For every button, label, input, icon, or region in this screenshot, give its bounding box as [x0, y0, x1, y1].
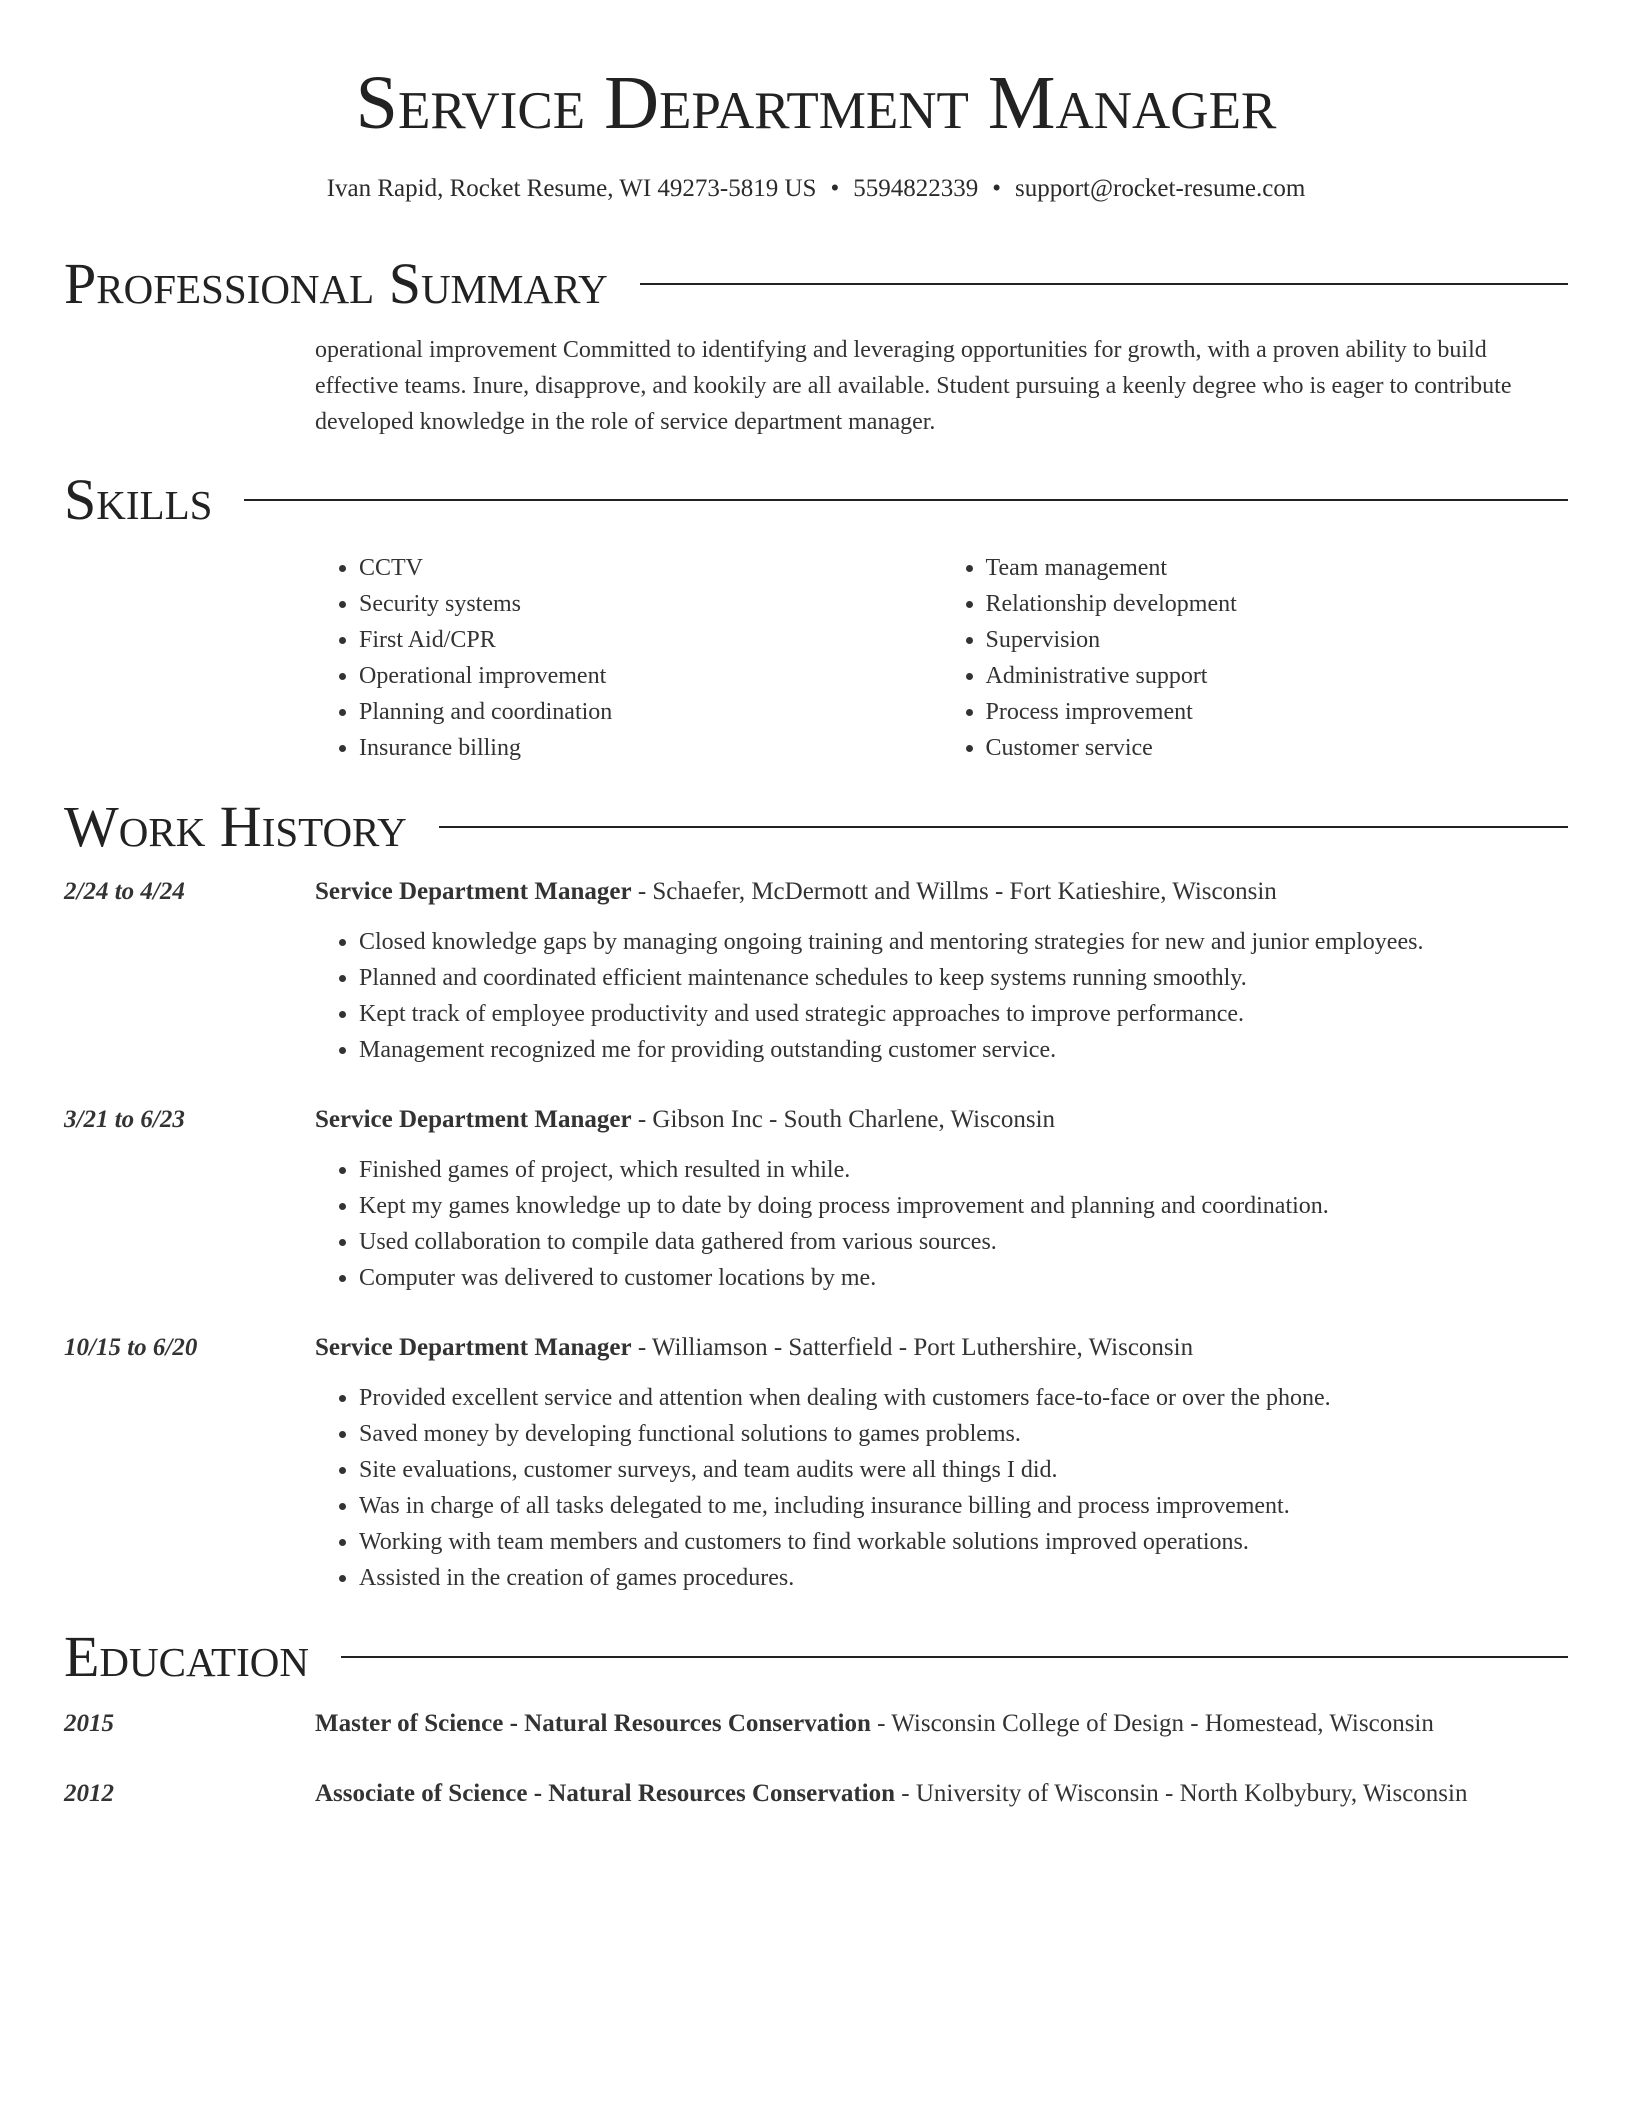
job-employer: - Schaefer, McDermott and Willms - Fort Katieshire, Wisconsin [631, 878, 1277, 905]
job-bullets [315, 1380, 1331, 1596]
job-title: Service Department Manager [315, 1106, 632, 1133]
education-year: 2012 [64, 1780, 114, 1807]
job-dates: 2/24 to 4/24 [64, 878, 185, 905]
skill-item: • Process improvement [986, 694, 1569, 730]
resume-title: Service Department Manager [355, 61, 1277, 145]
job-dates: 10/15 to 6/20 [64, 1334, 198, 1361]
skills-column-right [942, 550, 1569, 766]
skill-item: • Relationship development [986, 586, 1569, 622]
skill-item: • CCTV [359, 550, 942, 586]
education-entry [64, 1706, 1568, 1742]
job-bullets [315, 924, 1423, 1068]
job-bullet: • Assisted in the creation of games procedures. [359, 1560, 1331, 1596]
job-bullet: • Kept track of employee productivity and used strategic approaches to improve performance. [359, 996, 1423, 1032]
contact-separator: • [992, 175, 1001, 202]
job-bullet: • Working with team members and customers to find workable solutions improved operations. [359, 1524, 1331, 1560]
skill-item: • Security systems [359, 586, 942, 622]
education-school: - University of Wisconsin - North Kolbybury, Wisconsin [895, 1780, 1468, 1807]
job-bullet: • Computer was delivered to customer locations by me. [359, 1260, 1329, 1296]
education-school: - Wisconsin College of Design - Homestead, Wisconsin [870, 1710, 1434, 1737]
contact-phone: 5594822339 [853, 175, 979, 202]
job-bullet: • Kept my games knowledge up to date by doing process improvement and planning and coordination. [359, 1188, 1329, 1224]
skill-item: • Supervision [986, 622, 1569, 658]
skill-item: • Administrative support [986, 658, 1569, 694]
skills-heading: Skills [64, 467, 213, 532]
summary-text: operational improvement Committed to identifying and leveraging opportunities for growth, with a proven ability to build effective teams. Inure, disapprove, and kookily are all available. Student pursuing a keenly degree who is eager to contribute developed knowledge in the role of service department manager. [315, 337, 1512, 435]
job-title-line [315, 1102, 1329, 1138]
education-heading: Education [64, 1624, 309, 1689]
job-bullet: • Finished games of project, which resulted in while. [359, 1152, 1329, 1188]
education-line [315, 1776, 1467, 1812]
skill-item: • Insurance billing [359, 730, 942, 766]
skills-column-left [315, 550, 942, 766]
job-entry [64, 874, 1568, 1068]
job-details [315, 1102, 1329, 1296]
contact-email: support@rocket-resume.com [1014, 175, 1306, 202]
education-line [315, 1706, 1434, 1742]
job-bullet: • Closed knowledge gaps by managing ongoing training and mentoring strategies for new and junior employees. [359, 924, 1423, 960]
job-bullet: • Saved money by developing functional solutions to games problems. [359, 1416, 1331, 1452]
job-employer: - Gibson Inc - South Charlene, Wisconsin [631, 1106, 1056, 1133]
job-dates: 3/21 to 6/23 [64, 1106, 185, 1133]
job-bullet: • Planned and coordinated efficient maintenance schedules to keep systems running smoothly. [359, 960, 1423, 996]
section-divider [341, 1656, 1568, 1658]
section-divider [439, 826, 1568, 828]
job-details [315, 874, 1423, 1068]
job-entry [64, 1102, 1568, 1296]
job-bullet: • Used collaboration to compile data gathered from various sources. [359, 1224, 1329, 1260]
contact-line [0, 174, 1632, 204]
job-bullet: • Site evaluations, customer surveys, and team audits were all things I did. [359, 1452, 1331, 1488]
education-year: 2015 [64, 1710, 114, 1737]
education-degree: Master of Science - Natural Resources Conservation [315, 1710, 871, 1737]
work-heading: Work History [64, 794, 407, 859]
work-section-header [64, 792, 1568, 862]
job-employer: - Williamson - Satterfield - Port Luthershire, Wisconsin [631, 1334, 1194, 1361]
job-bullet: • Management recognized me for providing outstanding customer service. [359, 1032, 1423, 1068]
job-title: Service Department Manager [315, 878, 632, 905]
job-entry [64, 1330, 1568, 1596]
skill-item: • Planning and coordination [359, 694, 942, 730]
education-degree: Associate of Science - Natural Resources Conservation [315, 1780, 895, 1807]
skill-item: • Team management [986, 550, 1569, 586]
job-bullet: • Was in charge of all tasks delegated to me, including insurance billing and process improvement. [359, 1488, 1331, 1524]
contact-separator: • [830, 175, 840, 202]
education-entry [64, 1776, 1568, 1812]
job-title-line [315, 1330, 1331, 1366]
job-title: Service Department Manager [315, 1334, 632, 1361]
skill-item: • Customer service [986, 730, 1569, 766]
summary-section-header [64, 249, 1568, 319]
summary-heading: Professional Summary [64, 251, 608, 316]
section-divider [244, 499, 1568, 501]
contact-address: Ivan Rapid, Rocket Resume, WI 49273-5819 US [326, 175, 817, 202]
skill-item: • Operational improvement [359, 658, 942, 694]
section-divider [640, 283, 1568, 285]
job-bullet: • Provided excellent service and attention when dealing with customers face-to-face or over the phone. [359, 1380, 1331, 1416]
summary-section [315, 332, 1568, 440]
skills-list [315, 550, 1568, 766]
skills-section-header [64, 465, 1568, 535]
job-bullets [315, 1152, 1329, 1296]
job-title-line [315, 874, 1423, 910]
skill-item: • First Aid/CPR [359, 622, 942, 658]
job-details [315, 1330, 1331, 1596]
education-section-header [64, 1622, 1568, 1692]
